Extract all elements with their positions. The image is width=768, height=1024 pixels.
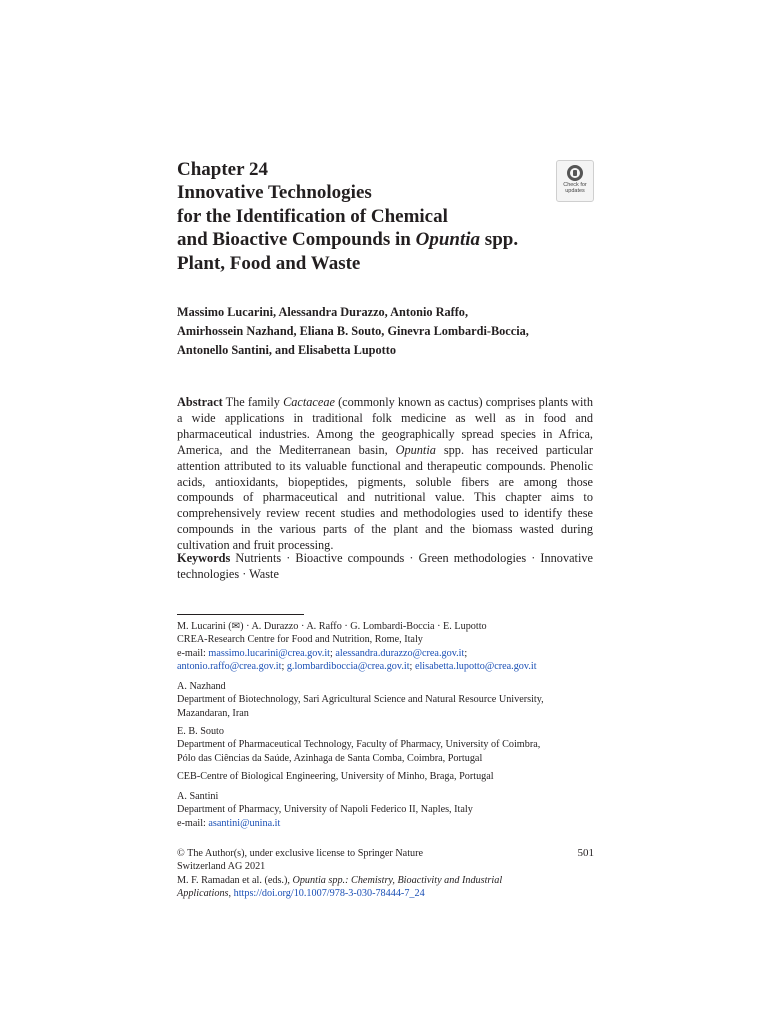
author-line: Amirhossein Nazhand, Eliana B. Souto, Ginevra Lombardi-Boccia,: [177, 324, 529, 338]
email-link[interactable]: elisabetta.lupotto@crea.gov.it: [414, 661, 537, 673]
badge-text-line: Check for: [563, 182, 587, 188]
affiliation-institution: Mazandaran, Iran: [177, 707, 249, 719]
check-for-updates-badge[interactable]: [556, 160, 594, 202]
affiliation-institution: CREA-Research Centre for Food and Nutrition, Rome, Italy: [177, 634, 423, 646]
affiliation-institution: Department of Pharmacy, University of Napoli Federico II, Naples, Italy: [177, 804, 473, 816]
affiliation-block-2: [177, 680, 597, 720]
abstract-text: spp. has received particular attention attributed to its valuable functional and therapeutic compounds. Phenolic acids, antioxidants, biopeptides, pigments, soluble fibers are among those compounds of pharmaceutical and nutritional value. This chapter aims to comprehensively review recent studies and methodologies used to identify these compounds in the various parts of the plant and the biomass wasted during cultivation and fruit processing.: [177, 442, 593, 553]
abstract-italic: Cactaceae: [283, 395, 335, 409]
copyright-line: © The Author(s), under exclusive license to Springer Nature: [177, 848, 424, 859]
abstract-italic: Opuntia: [395, 442, 436, 457]
title-text: and Bioactive Compounds in: [177, 229, 416, 250]
keywords-text: Nutrients · Bioactive compounds · Green methodologies · Innovative technologies · Waste: [177, 551, 593, 581]
badge-text-line: updates: [565, 188, 585, 194]
page-number: 501: [577, 847, 594, 859]
title-text: spp.: [480, 229, 519, 250]
keywords-label: Keywords: [177, 551, 231, 565]
email-label: e-mail:: [177, 647, 209, 659]
title-genus: Opuntia: [415, 229, 481, 250]
footnote-divider: [177, 614, 304, 615]
affiliation-names: A. Santini: [177, 791, 219, 802]
crossmark-icon: [567, 165, 583, 181]
citation-text: M. F. Ramadan et al. (eds.),: [177, 874, 293, 886]
title-line: Innovative Technologies: [177, 182, 372, 203]
doi-link[interactable]: https://doi.org/10.1007/978-3-030-78444-7_24: [233, 888, 425, 900]
chapter-title: [177, 181, 577, 275]
separator: ;: [464, 647, 468, 659]
affiliation-institution: Department of Pharmaceutical Technology, Faculty of Pharmacy, University of Coimbra,: [177, 739, 541, 751]
affiliation-institution: Pólo das Ciências da Saúde, Azinhaga de Santa Comba, Coimbra, Portugal: [177, 752, 483, 764]
affiliation-emails: [177, 660, 597, 673]
author-list: [177, 303, 597, 360]
author-line: Massimo Lucarini, Alessandra Durazzo, Antonio Raffo,: [177, 305, 469, 319]
affiliation-names: A. Nazhand: [177, 681, 226, 692]
citation-line: [177, 874, 597, 887]
email-link[interactable]: asantini@unina.it: [208, 817, 281, 829]
author-line: Antonello Santini, and Elisabetta Lupotto: [177, 343, 397, 357]
email-link[interactable]: g.lombardiboccia@crea.gov.it: [286, 661, 410, 673]
title-line: [177, 228, 577, 252]
email-link[interactable]: alessandra.durazzo@crea.gov.it: [335, 647, 465, 659]
copyright-block: [177, 847, 597, 901]
separator: ;: [281, 661, 287, 673]
affiliation-institution: CEB-Centre of Biological Engineering, University of Minho, Braga, Portugal: [177, 771, 494, 782]
abstract-text: The family: [222, 395, 284, 409]
keywords: [177, 551, 593, 583]
title-line: Plant, Food and Waste: [177, 252, 361, 274]
title-line: for the Identification of Chemical: [177, 205, 448, 227]
affiliation-names: M. Lucarini (✉) · A. Durazzo · A. Raffo · G. Lombardi-Boccia · E. Lupotto: [177, 621, 487, 632]
affiliation-block-1: [177, 620, 597, 674]
email-link[interactable]: antonio.raffo@crea.gov.it: [177, 661, 282, 673]
separator: ;: [409, 661, 415, 673]
email-link[interactable]: massimo.lucarini@crea.gov.it: [208, 647, 331, 659]
citation-line: [177, 887, 597, 900]
affiliation-emails: [177, 817, 597, 830]
book-title: Applications: [177, 888, 229, 900]
book-title: Opuntia spp.: Chemistry, Bioactivity and Industrial: [292, 874, 503, 886]
copyright-line: Switzerland AG 2021: [177, 861, 266, 873]
separator: ,: [228, 888, 234, 900]
affiliation-names: E. B. Souto: [177, 726, 224, 737]
abstract-text: (commonly known as cactus) comprises plants with a wide applications in traditional folk medicine as well as in food and pharmaceutical industries. Among the geographically spread species in Africa, America, and the Mediterranean basin,: [177, 395, 593, 457]
abstract-label: Abstract: [177, 395, 223, 409]
email-label: e-mail:: [177, 817, 209, 829]
affiliation-emails: [177, 647, 597, 660]
affiliation-block-3: [177, 725, 597, 765]
chapter-label: Chapter 24: [177, 159, 268, 180]
separator: ;: [330, 647, 336, 659]
affiliation-institution: Department of Biotechnology, Sari Agricultural Science and Natural Resource University,: [177, 694, 544, 706]
chapter-heading: [177, 158, 577, 275]
affiliation-block-5: [177, 790, 597, 830]
abstract: [177, 395, 593, 554]
affiliation-block-4: [177, 770, 597, 783]
